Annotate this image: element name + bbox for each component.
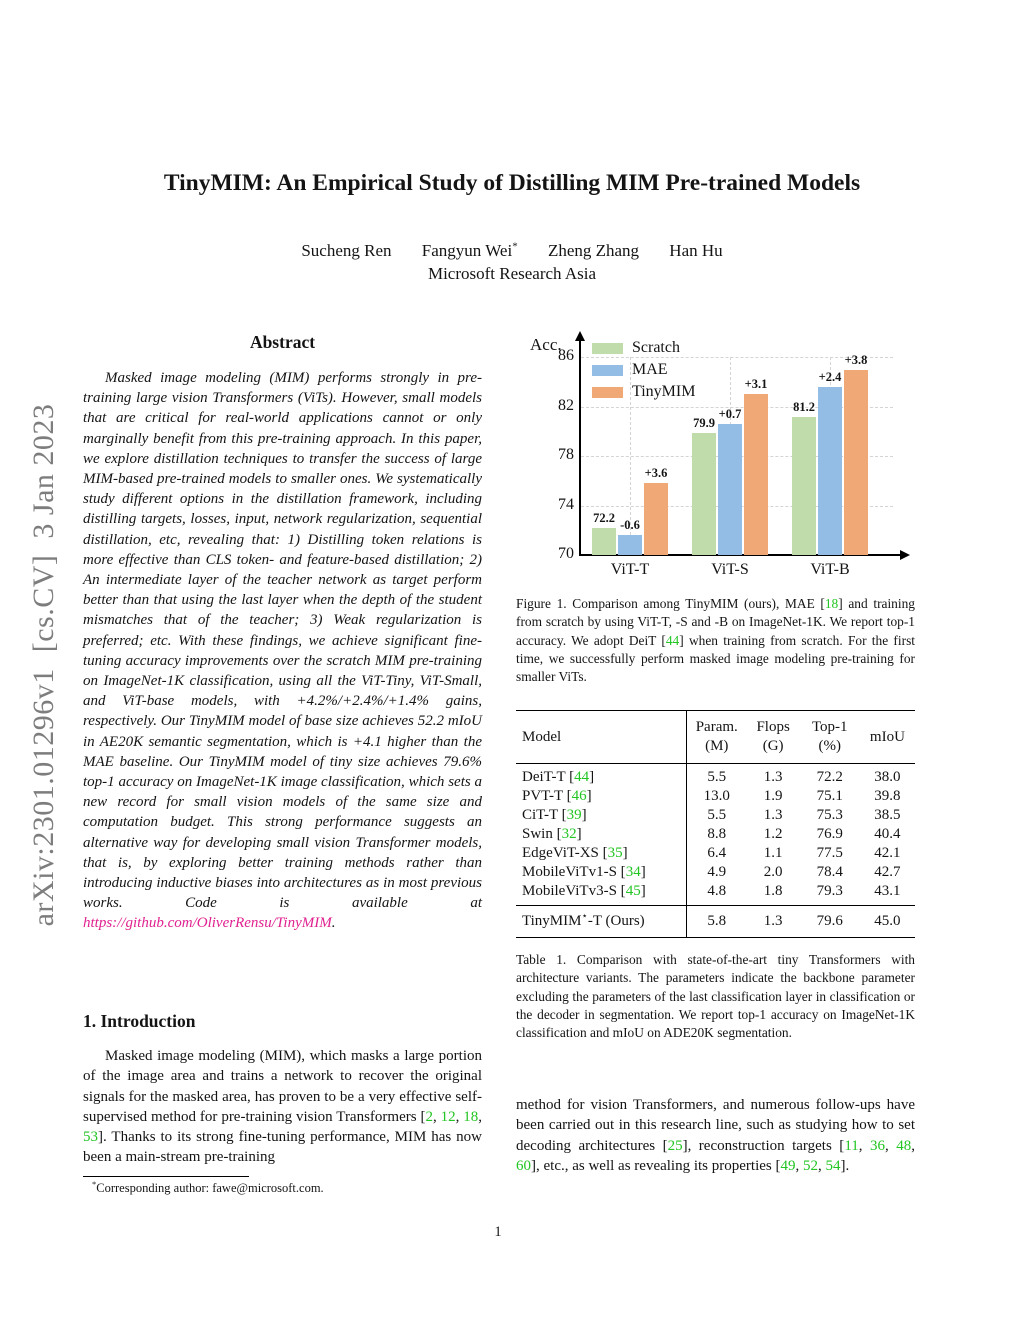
citation-link[interactable]: 54 <box>825 1157 841 1174</box>
page-number: 1 <box>494 1224 502 1240</box>
text-segment: ] <box>622 845 628 861</box>
top1-cell: 75.3 <box>816 807 843 823</box>
x-category-label: ViT-T <box>610 561 650 578</box>
table-row <box>516 906 915 938</box>
y-tick-label: 70 <box>558 545 574 562</box>
chart-bar <box>792 417 816 555</box>
model-cell <box>516 806 686 825</box>
citation-link[interactable]: 25 <box>667 1137 683 1154</box>
citation-link[interactable]: 44 <box>665 632 680 648</box>
model-cell <box>516 764 686 788</box>
chart-bar-label: +3.1 <box>744 377 768 392</box>
flops-cell: 1.3 <box>763 913 783 929</box>
citation-link[interactable]: 48 <box>896 1137 912 1154</box>
y-tick-label: 82 <box>558 396 574 414</box>
chart-bar <box>618 535 642 555</box>
text-segment: Masked image modeling (MIM), which masks a large portion of the image area and trains a network to recover the original signals for the masked area, has proven to be a very effective self-supervised method for pre-training vision Transformers [ <box>83 1048 482 1125</box>
text-segment: Table 1. Comparison with state-of-the-art tiny Transformers with architecture variants. The parameters indicate the backbone parameter excluding the parameters of the last classification layer in classification or the decoder in segmentation. We report top-1 accuracy on ImageNet-1K classification and mIoU on ADE20K segmentation. <box>516 952 915 1041</box>
citation-link[interactable]: 45 <box>625 883 641 899</box>
text-segment: ] <box>640 883 646 899</box>
author-name: Han Hu <box>669 240 723 260</box>
column-header-top1: Top-1 (%) <box>811 719 848 754</box>
text-segment: Figure 1. Comparison among TinyMIM (ours), MAE [ <box>516 596 825 611</box>
citation-link[interactable]: 18 <box>463 1108 479 1125</box>
author-footnote-marker: * <box>512 240 518 252</box>
citation-link[interactable]: 53 <box>83 1129 98 1146</box>
chart-bar <box>644 483 668 555</box>
top1-cell: 78.4 <box>816 864 843 880</box>
text-segment: , <box>911 1137 916 1154</box>
text-segment: ] <box>576 826 582 842</box>
model-cell <box>516 844 686 863</box>
chart-legend-item <box>592 337 695 359</box>
top1-cell: 72.2 <box>816 769 843 785</box>
citation-link[interactable]: 32 <box>561 826 577 842</box>
text-segment: * <box>92 1178 97 1189</box>
text-segment: MobileViTv3-S [ <box>522 883 626 899</box>
text-segment: method for vision Transformers, and numerous follow-ups have been carried out in this research line, such as studying how to set decoding architectures [ <box>516 1097 915 1154</box>
section-heading-introduction: 1. Introduction <box>83 1011 196 1031</box>
text-segment: MobileViTv1-S [ <box>522 864 626 880</box>
text-segment: Corresponding author: fawe@microsoft.com. <box>96 1181 324 1195</box>
author-list <box>0 240 1024 261</box>
chart-bar-label: -0.6 <box>620 518 640 533</box>
miou-cell: 38.5 <box>874 807 901 823</box>
model-cell <box>516 787 686 806</box>
text-segment: ] <box>586 788 592 804</box>
text-segment: ⋆ <box>581 911 588 922</box>
citation-link[interactable]: 18 <box>824 596 839 611</box>
top1-cell: 79.6 <box>816 913 843 929</box>
param-cell: 5.8 <box>707 913 727 929</box>
text-segment: ] <box>640 864 646 880</box>
param-cell: 4.8 <box>707 883 727 899</box>
model-cell <box>516 882 686 906</box>
table-row <box>516 806 915 825</box>
y-tick-label: 86 <box>558 347 574 365</box>
column-header-param: Param. (M) <box>695 719 738 754</box>
miou-cell: 45.0 <box>874 913 901 929</box>
table-row <box>516 844 915 863</box>
legend-label: TinyMIM <box>632 383 696 400</box>
table-row <box>516 882 915 906</box>
figure1-caption <box>516 595 915 686</box>
citation-link[interactable]: 2 <box>425 1108 433 1125</box>
top1-cell: 75.1 <box>816 788 843 804</box>
chart-bar-label: +2.4 <box>818 370 842 384</box>
y-tick-label: 74 <box>558 495 574 513</box>
model-cell <box>516 825 686 844</box>
miou-cell: 40.4 <box>874 826 901 842</box>
text-segment: Masked image modeling (MIM) performs strongly in pre-training large vision Transformers (ViTs). However, small models that are critical for real-world applications cannot or only marginally benefit from this pre-training approach. In this paper, we explore distillation techniques to transfer the success of large MIM-based pre-trained models to smaller ones. We systematically study different options in the distillation framework, including distilling targets, losses, input, network regularization, sequential distillation, etc, revealing that: 1) Distilling token relations is more effective than CLS token- and feature-based distillation; 2) An intermediate layer of the teacher network as target perform better than that using the last layer when the depth of the student mismatches that of the teacher; 3) Weak regularization is preferred; etc. With these findings, we achieve significant fine-tuning accuracy improvements over the scratch MIM pre-training on ImageNet-1K classification, using all the ViT-Tiny, ViT-Small, and ViT-base models, with +4.2%/+2.4%/+1.4% gains, respectively. Our TinyMIM model of base size achieves 52.2 mIoU in AE20K semantic segmentation, which is +4.1 higher than the MAE baseline. Our TinyMIM model of tiny size achieves 79.6% top-1 accuracy on ImageNet-1K image classification, which sets a new record for small vision models of the same size and computation budget. This strong performance suggests an alternative way for developing small vision Transformer models, that is, by exploring better training methods rather than introducing inductive biases into architectures as in most previous works. Code is available at <box>83 370 482 912</box>
abstract-heading: Abstract <box>249 332 316 352</box>
column-header-miou: mIoU <box>869 728 905 745</box>
author-name: Fangyun Wei* <box>421 240 518 260</box>
chart-bar-label: 72.2 <box>593 510 615 525</box>
model-cell <box>516 863 686 882</box>
param-cell: 6.4 <box>707 845 727 861</box>
figure1-bar-chart <box>516 333 915 591</box>
citation-link[interactable]: 49 <box>780 1157 796 1174</box>
flops-cell: 1.9 <box>763 788 783 804</box>
text-segment: -T (Ours) <box>587 913 645 929</box>
chart-legend-item <box>592 381 695 403</box>
text-segment: , <box>432 1108 441 1125</box>
y-tick-label: 78 <box>558 446 574 464</box>
citation-link[interactable]: 11 <box>844 1137 859 1154</box>
citation-link[interactable]: 52 <box>803 1157 818 1174</box>
comparison-table <box>516 710 915 938</box>
chart-bar <box>818 387 842 555</box>
citation-link[interactable]: 35 <box>607 845 623 861</box>
text-segment: , <box>478 1108 483 1125</box>
author-name: Zheng Zhang <box>547 240 640 260</box>
table-row <box>516 787 915 806</box>
chart-bar <box>844 370 868 555</box>
top1-cell: 76.9 <box>816 826 843 842</box>
text-segment: ] <box>589 769 595 785</box>
text-segment: , <box>885 1137 897 1154</box>
chart-bar-label: +3.8 <box>844 352 868 367</box>
text-segment: TinyMIM <box>522 913 582 929</box>
text-segment: , <box>455 1108 464 1125</box>
url-link[interactable]: https://github.com/OliverRensu/TinyMIM <box>83 915 332 932</box>
table-final-row <box>516 906 915 938</box>
corresponding-author-footnote <box>83 1178 482 1196</box>
column-header-model: Model <box>516 711 686 764</box>
chart-bar-label: +3.6 <box>644 466 668 481</box>
text-segment: , <box>795 1157 803 1174</box>
text-segment: ]. <box>840 1157 850 1174</box>
table-body <box>516 764 915 906</box>
param-cell: 8.8 <box>707 826 727 842</box>
miou-cell: 43.1 <box>874 883 901 899</box>
chart-legend <box>592 337 695 403</box>
legend-swatch-icon <box>592 387 623 398</box>
table-header <box>516 711 915 764</box>
param-cell: 4.9 <box>707 864 727 880</box>
citation-link[interactable]: 36 <box>870 1137 886 1154</box>
column-header-flops: Flops (G) <box>756 719 790 754</box>
author-name: Sucheng Ren <box>301 240 392 260</box>
table1-caption <box>516 951 915 1042</box>
citation-link[interactable]: 12 <box>440 1108 456 1125</box>
introduction-paragraph <box>83 1046 482 1168</box>
text-segment: CiT-T [ <box>522 807 567 823</box>
table-row <box>516 825 915 844</box>
citation-link[interactable]: 34 <box>625 864 641 880</box>
chart-bar-label: +0.7 <box>718 407 742 422</box>
table-row <box>516 764 915 788</box>
text-segment: , <box>858 1137 871 1154</box>
flops-cell: 1.3 <box>763 807 783 823</box>
abstract-text <box>83 368 482 934</box>
footnote-divider <box>83 1176 249 1177</box>
table1 <box>516 710 915 938</box>
flops-cell: 1.1 <box>763 845 783 861</box>
legend-label: Scratch <box>632 339 680 356</box>
y-axis-title: Acc. <box>530 335 562 354</box>
legend-label: MAE <box>632 361 668 378</box>
flops-cell: 2.0 <box>763 864 783 880</box>
citation-link[interactable]: 60 <box>516 1157 531 1174</box>
chart-bar <box>744 394 768 555</box>
citation-link[interactable]: 39 <box>566 807 582 823</box>
table-row <box>516 863 915 882</box>
miou-cell: 42.7 <box>874 864 901 880</box>
top1-cell: 77.5 <box>816 845 843 861</box>
chart-legend-item <box>592 359 695 381</box>
miou-cell: 38.0 <box>874 769 901 785</box>
flops-cell: 1.2 <box>763 826 783 842</box>
text-segment: ], reconstruction targets [ <box>682 1137 845 1154</box>
text-segment: DeiT-T [ <box>522 769 575 785</box>
y-axis-arrow-icon <box>575 331 585 341</box>
text-segment: , <box>818 1157 826 1174</box>
text-segment: ]. Thanks to its strong fine-tuning performance, MIM has now been a main-stream pre-training <box>83 1129 482 1166</box>
page-title: TinyMIM: An Empirical Study of Distilling MIM Pre-trained Models <box>163 170 861 196</box>
miou-cell: 42.1 <box>874 845 901 861</box>
text-segment: ] <box>581 807 587 823</box>
body-text-continuation <box>516 1095 915 1176</box>
chart-bar-label: 81.2 <box>793 399 815 414</box>
x-axis-arrow-icon <box>900 550 910 560</box>
text-segment: PVT-T [ <box>522 788 572 804</box>
arxiv-watermark: arXiv:2301.01296v1 [cs.CV] 3 Jan 2023 <box>27 403 60 927</box>
chart-plot-area <box>516 333 915 591</box>
flops-cell: 1.8 <box>763 883 783 899</box>
chart-bar-label: 79.9 <box>693 415 715 430</box>
param-cell: 5.5 <box>707 807 727 823</box>
citation-link[interactable]: 46 <box>571 788 587 804</box>
text-segment: EdgeViT-XS [ <box>522 845 608 861</box>
affiliation: Microsoft Research Asia <box>427 264 597 283</box>
legend-swatch-icon <box>592 343 623 354</box>
text-segment: ] and training from scratch by using ViT-T, -S and -B on ImageNet-1K. We report top-1 accuracy. We adopt DeiT [ <box>516 596 915 648</box>
x-category-label: ViT-S <box>711 561 749 578</box>
text-segment: . <box>331 915 336 932</box>
chart-bar <box>718 424 742 555</box>
legend-swatch-icon <box>592 365 623 376</box>
chart-bar <box>692 433 716 555</box>
param-cell: 5.5 <box>707 769 727 785</box>
text-segment: ], etc., as well as revealing its properties [ <box>531 1157 781 1174</box>
text-segment: Swin [ <box>522 826 562 842</box>
citation-link[interactable]: 44 <box>574 769 590 785</box>
model-cell <box>516 906 686 938</box>
param-cell: 13.0 <box>703 788 730 804</box>
flops-cell: 1.3 <box>763 769 783 785</box>
x-category-label: ViT-B <box>810 561 850 578</box>
text-segment: ] when training from scratch. For the first time, we successfully perform masked image modeling pre-training for smaller ViTs. <box>516 632 915 685</box>
miou-cell: 39.8 <box>874 788 901 804</box>
top1-cell: 79.3 <box>816 883 843 899</box>
